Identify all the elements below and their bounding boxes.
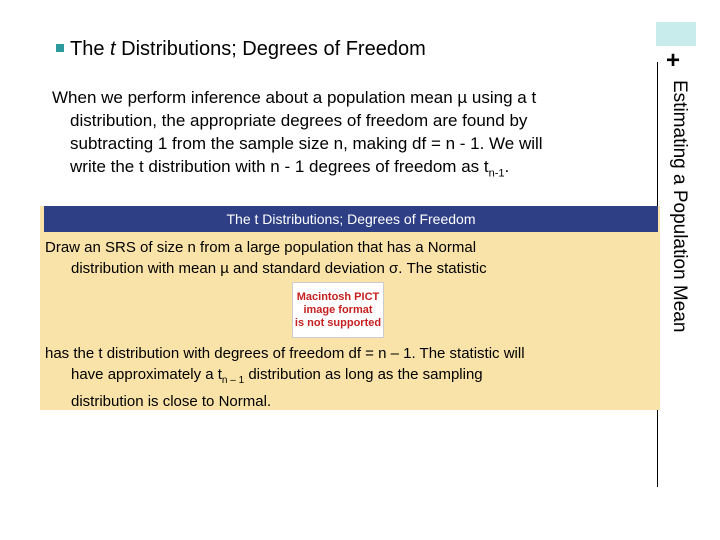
intro-line-4 bbox=[52, 155, 638, 185]
plus-icon: + bbox=[666, 47, 681, 74]
side-title: Estimating a Population Mean bbox=[669, 80, 690, 333]
definition-paragraph-2 bbox=[45, 343, 525, 412]
definition-paragraph-1 bbox=[45, 237, 487, 279]
image-placeholder bbox=[292, 282, 384, 338]
placeholder-line-2: image format bbox=[303, 303, 373, 316]
definition-p2-line-2 bbox=[45, 364, 525, 391]
intro-line-1: When we perform inference about a population mean µ using a t bbox=[52, 88, 537, 107]
bullet-icon bbox=[56, 44, 64, 52]
title-italic-t: t bbox=[110, 38, 116, 60]
placeholder-line-3: is not supported bbox=[294, 316, 382, 329]
intro-line-4-end: . bbox=[504, 157, 510, 176]
intro-line-3: subtracting 1 from the sample size n, making df = n - 1. We will bbox=[70, 134, 543, 153]
title-rest: Distributions; Degrees of Freedom bbox=[121, 38, 426, 60]
definition-p2-line-2-end: distribution as long as the sampling bbox=[244, 366, 483, 383]
intro-line-2: distribution, the appropriate degrees of freedom are found by bbox=[70, 111, 528, 130]
definition-subscript: n – 1 bbox=[221, 375, 245, 386]
definition-p2-line-3: distribution is close to Normal. bbox=[71, 393, 272, 410]
placeholder-line-1: Macintosh PICT bbox=[296, 290, 380, 303]
definition-p1-line-1: Draw an SRS of size n from a large population that has a Normal bbox=[45, 239, 477, 256]
title-prefix: The bbox=[70, 38, 105, 60]
corner-accent-block bbox=[656, 22, 696, 46]
definition-p1-line-2: distribution with mean µ and standard deviation σ. The statistic bbox=[71, 260, 487, 277]
definition-p2-line-2-text: have approximately a t bbox=[71, 366, 222, 383]
intro-paragraph bbox=[52, 86, 638, 185]
definition-p2-line-1: has the t distribution with degrees of freedom df = n – 1. The statistic will bbox=[45, 345, 525, 362]
intro-subscript: n-1 bbox=[488, 167, 505, 180]
definition-box-header: The t Distributions; Degrees of Freedom bbox=[44, 206, 658, 232]
intro-line-4-text: write the t distribution with n - 1 degrees of freedom as t bbox=[70, 157, 489, 176]
slide-title bbox=[56, 38, 426, 61]
